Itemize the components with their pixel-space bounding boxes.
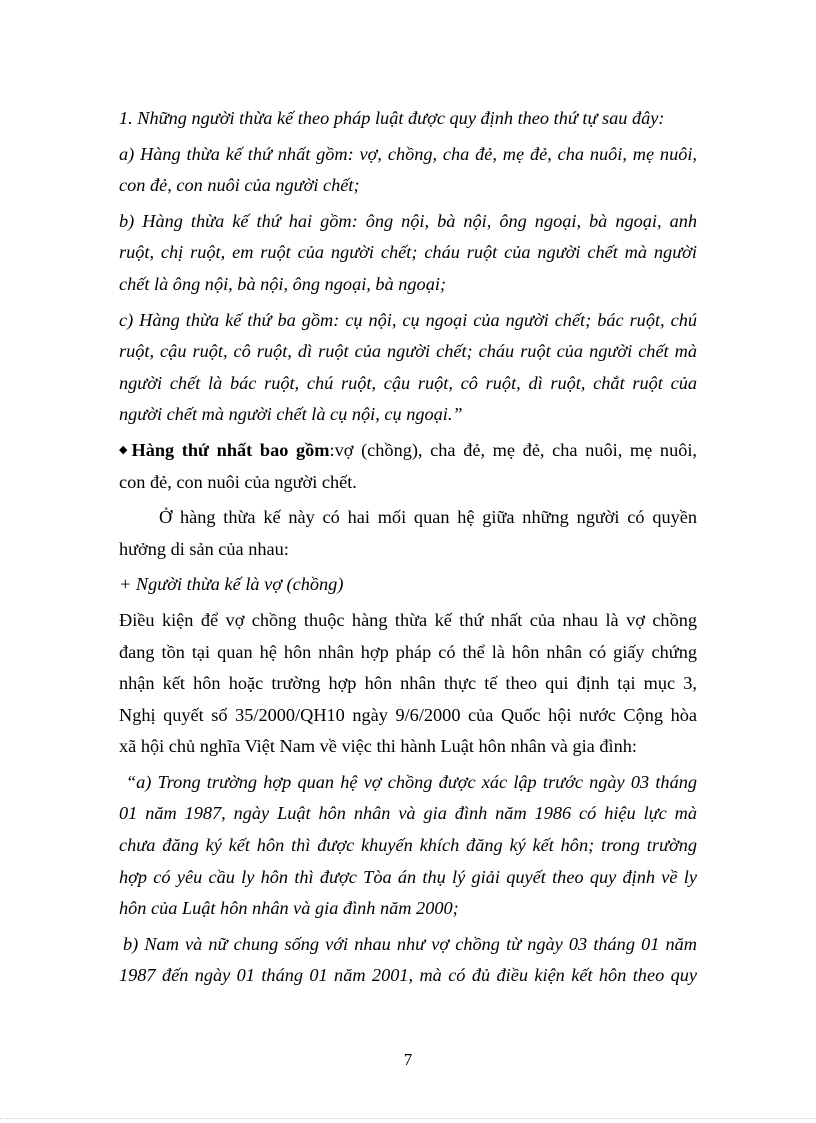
page-edge-divider [0,1118,816,1119]
text-line: ruột, chị ruột, em ruột của người chết; cháu ruột của người chết mà người [119,242,697,263]
text-line: chưa đăng ký kết hôn thì được khuyến khích đăng ký kết hôn; trong trường [119,835,697,856]
text-line: Ở hàng thừa kế này có hai mối quan hệ giữa những người có quyền [159,507,697,528]
text-line: ◆ Hàng thứ nhất bao gồm:vợ (chồng), cha đẻ, mẹ đẻ, cha nuôi, mẹ nuôi, [119,435,697,467]
text-line: chết là ông nội, bà nội, ông ngoại, bà ngoại; [119,273,447,294]
text-line: con đẻ, con nuôi của người chết. [119,471,357,492]
text-line: người chết là bác ruột, chú ruột, cậu ruột, cô ruột, dì ruột, chắt ruột của [119,372,697,393]
text-line: nhận kết hôn hoặc trường hợp hôn nhân thực tế theo qui định tại mục 3, [119,673,697,694]
page-number: 7 [403,1050,413,1069]
text-line: Điều kiện để vợ chồng thuộc hàng thừa kế thứ nhất của nhau là vợ chồng [119,609,697,630]
text-line: hưởng di sản của nhau: [119,538,289,559]
text-line: 1. Những người thừa kế theo pháp luật được quy định theo thứ tự sau đây: [119,108,665,128]
text-line: 01 năm 1987, ngày Luật hôn nhân và gia đình năm 1986 có hiệu lực mà [119,803,697,824]
paragraph-p7 [119,569,697,601]
paragraph-p1 [119,103,697,135]
text-line: hợp có yêu cầu ly hôn thì được Tòa án thụ lý giải quyết theo quy định về ly [119,866,697,887]
text-line: a) Hàng thừa kế thứ nhất gồm: vợ, chồng, cha đẻ, mẹ đẻ, cha nuôi, mẹ nuôi, [119,143,697,164]
text-line: con đẻ, con nuôi của người chết; [119,175,360,196]
text-line: 1987 đến ngày 01 tháng 01 năm 2001, mà có đủ điều kiện kết hôn theo quy [119,965,697,986]
paragraph-p9 [119,767,697,925]
paragraph-p3 [119,206,697,301]
text-line: người chết mà người chết là cụ nội, cụ ngoại.” [119,404,463,425]
paragraph-p8 [119,605,697,763]
text-line: b) Hàng thừa kế thứ hai gồm: ông nội, bà nội, ông ngoại, bà ngoại, anh [119,210,697,231]
paragraph-p10 [119,929,697,992]
text-line: đang tồn tại quan hệ hôn nhân hợp pháp có thể là hôn nhân có giấy chứng [119,641,697,662]
text-line: xã hội chủ nghĩa Việt Nam về việc thi hành Luật hôn nhân và gia đình: [119,736,637,757]
paragraph-p4 [119,305,697,431]
paragraph-p6 [119,502,697,565]
diamond-bullet-icon: ◆ [119,443,128,456]
text-line: + Người thừa kế là vợ (chồng) [119,574,344,595]
paragraph-p5 [119,435,697,498]
text-line: c) Hàng thừa kế thứ ba gồm: cụ nội, cụ ngoại của người chết; bác ruột, chú [119,309,697,330]
text-line: b) Nam và nữ chung sống với nhau như vợ chồng từ ngày 03 tháng 01 năm [123,933,697,954]
text-line: Nghị quyết số 35/2000/QH10 ngày 9/6/2000 của Quốc hội nước Cộng hòa [119,704,697,725]
text-line: hôn của Luật hôn nhân và gia đình năm 2000; [119,898,459,919]
text-line: ruột, cậu ruột, cô ruột, dì ruột của người chết; cháu ruột của người chết mà [119,341,697,362]
paragraph-p2 [119,139,697,202]
document-body [119,103,697,992]
bold-heading-text: Hàng thứ nhất bao gồm [131,439,330,460]
text-line: “a) Trong trường hợp quan hệ vợ chồng được xác lập trước ngày 03 tháng [126,771,697,792]
